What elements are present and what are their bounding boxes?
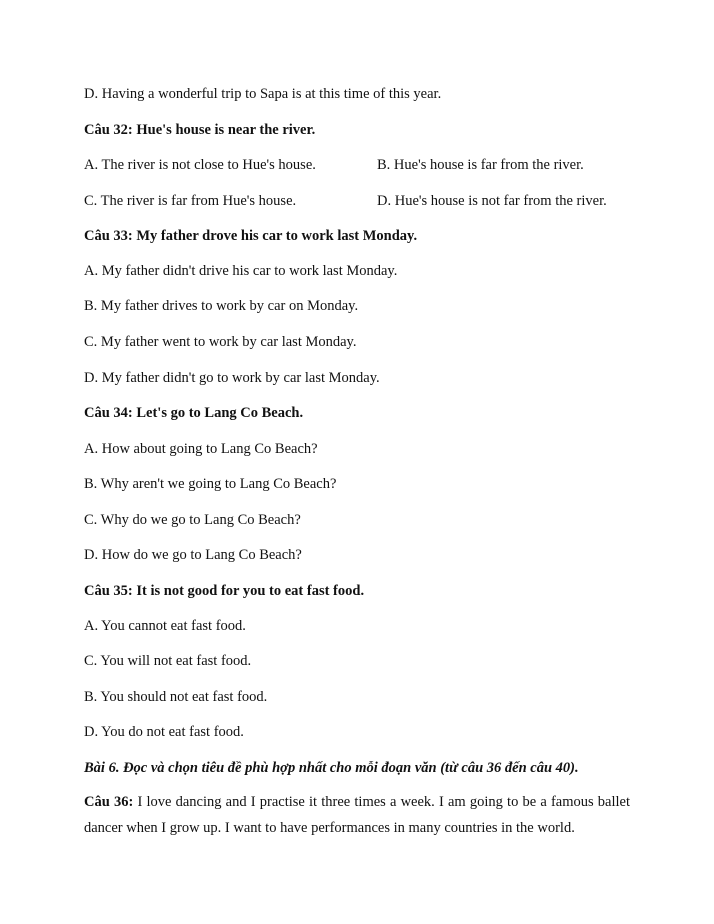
q33-option-d: D. My father didn't go to work by car last Monday. bbox=[84, 370, 380, 386]
q34-title: Câu 34: Let's go to Lang Co Beach. bbox=[84, 405, 304, 421]
q35-option-d: D. You do not eat fast food. bbox=[84, 724, 244, 740]
q36-label: Câu 36: bbox=[84, 794, 134, 810]
q34-option-c: C. Why do we go to Lang Co Beach? bbox=[84, 512, 301, 528]
q32-option-a: A. The river is not close to Hue's house. bbox=[84, 157, 316, 173]
q35-option-c: C. You will not eat fast food. bbox=[84, 653, 252, 669]
q33-option-b: B. My father drives to work by car on Monday. bbox=[84, 298, 359, 314]
q32-option-b: B. Hue's house is far from the river. bbox=[377, 157, 584, 173]
q33-option-a: A. My father didn't drive his car to work last Monday. bbox=[84, 263, 398, 279]
q36-paragraph bbox=[84, 789, 630, 841]
q32-title: Câu 32: Hue's house is near the river. bbox=[84, 122, 316, 138]
q35-option-b: B. You should not eat fast food. bbox=[84, 689, 268, 705]
q32-option-c: C. The river is far from Hue's house. bbox=[84, 193, 297, 209]
q34-option-a: A. How about going to Lang Co Beach? bbox=[84, 441, 318, 457]
q33-option-c: C. My father went to work by car last Monday. bbox=[84, 334, 357, 350]
section6-title: Bài 6. Đọc và chọn tiêu đề phù hợp nhất cho mỗi đoạn văn (từ câu 36 đến câu 40). bbox=[84, 760, 579, 776]
q34-option-d: D. How do we go to Lang Co Beach? bbox=[84, 547, 302, 563]
q36-text: I love dancing and I practise it three times a week. I am going to be a famous ballet dancer when I grow up. I want to have performances in many countries in the world. bbox=[84, 794, 631, 836]
q31-option-d: D. Having a wonderful trip to Sapa is at this time of this year. bbox=[84, 86, 442, 102]
q32-option-d: D. Hue's house is not far from the river. bbox=[377, 193, 607, 209]
q33-title: Câu 33: My father drove his car to work last Monday. bbox=[84, 228, 418, 244]
q35-option-a: A. You cannot eat fast food. bbox=[84, 618, 246, 634]
q34-option-b: B. Why aren't we going to Lang Co Beach? bbox=[84, 476, 337, 492]
q35-title: Câu 35: It is not good for you to eat fast food. bbox=[84, 583, 365, 599]
